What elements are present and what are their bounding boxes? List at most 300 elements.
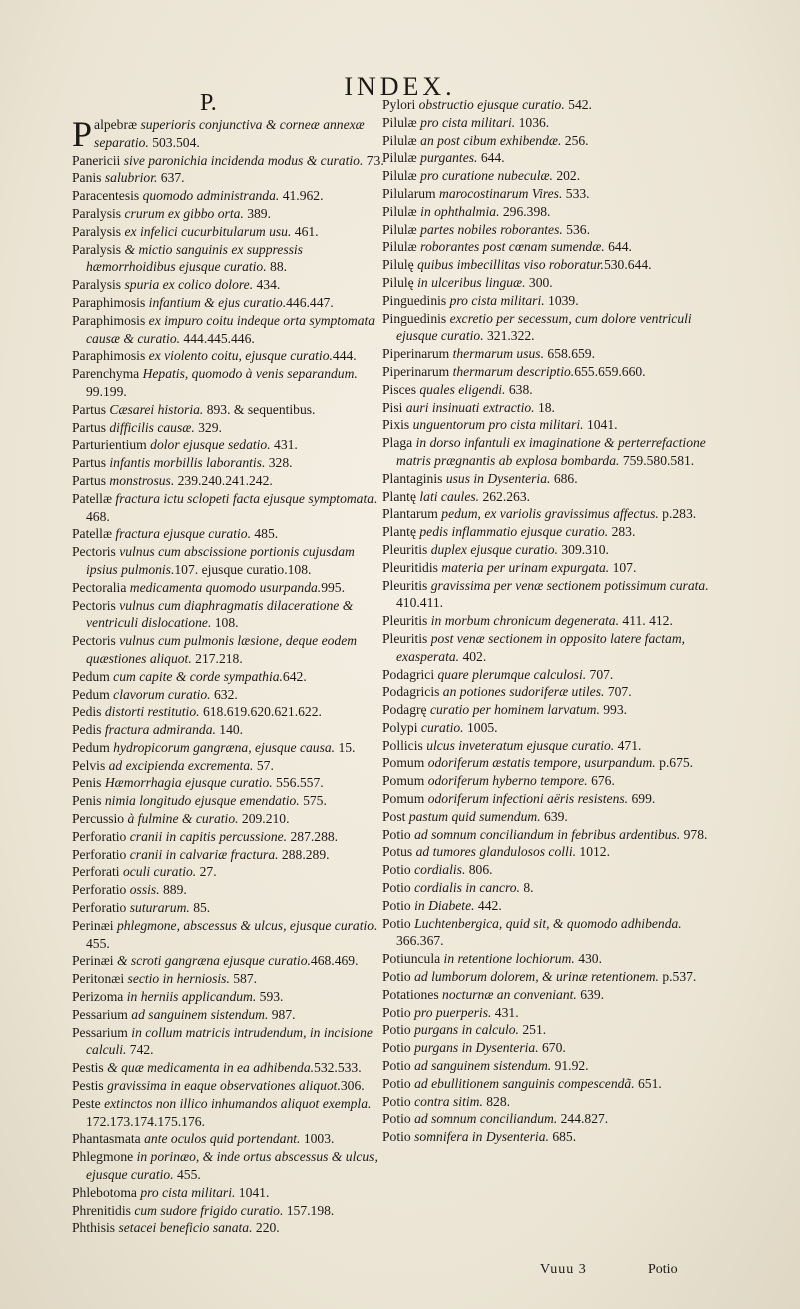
entry-page-refs: 300. <box>525 274 553 290</box>
index-entry <box>72 294 384 312</box>
entry-page-refs: 806. <box>465 862 493 878</box>
entry-page-refs: 468.469. <box>310 953 359 969</box>
index-entry <box>72 988 384 1006</box>
index-entry <box>382 826 717 844</box>
entry-page-refs: 828. <box>482 1093 511 1109</box>
index-entry <box>382 185 717 203</box>
entry-headword: Pilulæ <box>382 239 417 255</box>
entry-description: fractura admiranda. <box>101 722 216 738</box>
entry-headword: Pedis <box>72 704 102 720</box>
entry-page-refs: 251. <box>518 1022 547 1038</box>
entry-description: quomodo administranda. <box>139 188 280 204</box>
entry-page-refs: 658.659. <box>544 346 595 362</box>
entry-page-refs: 283. <box>608 524 636 540</box>
index-entry <box>72 401 384 419</box>
entry-description: suturarum. <box>126 900 190 916</box>
entry-description: pro curatione nubeculæ. <box>416 168 553 184</box>
entry-description: marocostinarum Vires. <box>435 185 563 201</box>
index-entry <box>382 114 717 132</box>
entry-description: clavorum curatio. <box>109 686 211 702</box>
entry-page-refs: 220. <box>252 1220 280 1236</box>
entry-headword: Pylori <box>382 97 416 112</box>
entry-description: cordialis. <box>410 862 466 878</box>
entry-description: in ophthalmia. <box>416 203 500 219</box>
index-entry <box>72 169 384 187</box>
entry-headword: Partus <box>72 472 106 488</box>
index-entry <box>382 488 717 506</box>
entry-description: purgans in Dysenteria. <box>410 1040 539 1056</box>
index-entry <box>72 739 384 757</box>
entry-description: materia per urinam expurgata. <box>437 559 610 575</box>
entry-headword: Potio <box>382 1040 411 1056</box>
entry-description: contra sitim. <box>410 1093 483 1109</box>
entry-page-refs: 699. <box>628 791 656 807</box>
entry-headword: Plantaginis <box>382 470 443 486</box>
entry-description: quare plerumque calculosi. <box>434 666 587 682</box>
entry-page-refs: 107. <box>609 559 637 575</box>
entry-headword: Pleuritis <box>382 577 428 593</box>
entry-headword: Partus <box>72 419 106 435</box>
entry-description: dolor ejusque sedatio. <box>146 437 271 453</box>
entry-headword: Paralysis <box>72 205 122 221</box>
index-entry <box>72 1077 384 1095</box>
entry-headword: Pessarium <box>72 1006 128 1022</box>
entry-page-refs: 209.210. <box>238 811 290 827</box>
entry-headword: Phlegmone <box>72 1149 134 1165</box>
index-entry <box>382 310 717 346</box>
index-entry <box>72 686 384 704</box>
index-entry <box>72 917 384 953</box>
entry-headword: Paracentesis <box>72 188 140 204</box>
entry-description: roborantes post cœnam sumendæ. <box>416 239 605 255</box>
entry-page-refs: 244.827. <box>557 1111 609 1127</box>
entry-page-refs: 532.533. <box>314 1060 362 1076</box>
entry-page-refs: 430. <box>574 951 602 967</box>
entry-headword: Potus <box>382 844 413 860</box>
entry-headword: Paralysis <box>72 241 122 257</box>
entry-description: an post cibum exhibendæ. <box>416 132 562 148</box>
index-entry <box>382 1128 717 1146</box>
index-entry <box>382 149 717 167</box>
entry-page-refs: 88. <box>266 259 288 275</box>
entry-description: vulnus cum pulmonis læsione, deque eodem quæstiones aliquot. <box>86 633 358 666</box>
entry-description: in herniis applicandum. <box>123 989 257 1005</box>
entry-description: ossis. <box>126 882 160 898</box>
entry-headword: Pessarium <box>72 1024 128 1040</box>
running-title: INDEX. <box>344 72 456 101</box>
entry-page-refs: 1041. <box>235 1184 270 1200</box>
entry-page-refs: 593. <box>256 989 284 1005</box>
entry-headword: Plaga <box>382 435 413 451</box>
entry-description: post venæ sectionem in opposito latere factam, exasperata. <box>396 630 686 664</box>
index-entry <box>72 899 384 917</box>
entry-page-refs: 41.962. <box>279 188 324 204</box>
entry-page-refs: 889. <box>159 882 187 898</box>
entry-page-refs: 296.398. <box>499 203 551 219</box>
entry-headword: Perforatio <box>72 828 127 844</box>
entry-page-refs: 107. ejusque curatio.108. <box>174 561 312 577</box>
entry-headword: Patellæ <box>72 490 113 506</box>
entry-headword: Perforatio <box>72 846 127 862</box>
entry-page-refs: 742. <box>126 1042 154 1058</box>
entry-description: & quæ medicamenta in ea adhibenda. <box>103 1060 315 1076</box>
entry-description: gravissima in eaque observationes aliquot. <box>103 1078 341 1094</box>
entry-headword: Podagrici <box>382 666 435 682</box>
index-entry <box>72 419 384 437</box>
index-entry <box>72 187 384 205</box>
entry-page-refs: 402. <box>459 648 487 664</box>
entry-headword: Potationes <box>382 986 439 1002</box>
entry-description: distorti restitutio. <box>101 704 200 720</box>
index-entry <box>382 345 717 363</box>
entry-description: gravissima per venæ sectionem potissimum curata. <box>427 577 709 593</box>
entry-headword: Pestis <box>72 1060 104 1076</box>
entry-description: odoriferum æstatis tempore, usurpandum. <box>424 755 656 771</box>
entry-description: Hepatis, quomodo à venis separandum. <box>139 366 358 382</box>
entry-headword: Pestis <box>72 1078 104 1094</box>
index-entry <box>72 436 384 454</box>
index-entry <box>382 577 717 613</box>
entry-description: pastum quid sumendum. <box>405 808 541 824</box>
entry-description: à fulmine & curatio. <box>124 811 239 827</box>
entry-page-refs: 1012. <box>576 844 610 860</box>
index-entry <box>382 434 717 470</box>
entry-headword: Potio <box>382 897 411 913</box>
entry-description: thermarum usus. <box>449 346 544 362</box>
entry-description: hydropicorum gangræna, ejusque causa. <box>109 739 336 755</box>
entry-description: cranii in capitis percussione. <box>126 828 288 844</box>
entry-headword: Pollicis <box>382 737 423 753</box>
entry-page-refs: 442. <box>474 897 502 913</box>
index-entry <box>382 416 717 434</box>
entry-headword: Paraphimosis <box>72 348 146 364</box>
index-entry <box>382 968 717 986</box>
entry-headword: Piperinarum <box>382 363 450 379</box>
entry-headword: Pedum <box>72 686 110 702</box>
section-letter: P. <box>200 90 217 116</box>
index-entry <box>72 632 384 668</box>
entry-page-refs: 1041. <box>583 417 618 433</box>
index-entry <box>72 312 384 348</box>
entry-headword: Perforatio <box>72 900 127 916</box>
entry-description: monstrosus. <box>105 472 175 488</box>
entry-page-refs: 288.289. <box>278 846 330 862</box>
entry-page-refs: 18. <box>534 399 555 415</box>
entry-headword: Potio <box>382 1075 411 1091</box>
index-entry <box>382 879 717 897</box>
index-entry <box>382 843 717 861</box>
entry-headword: Potio <box>382 1111 411 1127</box>
entry-description: excretio per secessum, cum dolore ventriculi ejusque curatio. <box>396 310 692 344</box>
index-entry <box>382 1075 717 1093</box>
entry-headword: Potio <box>382 1093 411 1109</box>
entry-headword: Pleuritidis <box>382 559 438 575</box>
entry-headword: Plantarum <box>382 506 438 522</box>
entry-page-refs: 410.411. <box>396 595 444 611</box>
entry-headword: Peritonæi <box>72 971 125 987</box>
entry-headword: Potio <box>382 862 411 878</box>
entry-page-refs: 978. <box>680 826 708 842</box>
index-entry <box>72 952 384 970</box>
index-entry <box>382 683 717 701</box>
entry-headword: Parturientium <box>72 437 147 453</box>
entry-headword: Potio <box>382 969 411 985</box>
entry-headword: Pilulæ <box>382 203 417 219</box>
entry-description: pedum, ex variolis gravissimus affectus. <box>437 506 659 522</box>
index-entry <box>72 116 384 152</box>
entry-description: curatio. <box>417 719 464 735</box>
entry-description: pro cista militari. <box>446 292 545 308</box>
entry-page-refs: 655.659.660. <box>574 363 646 379</box>
entry-description: curatio per hominem larvatum. <box>426 702 600 718</box>
index-entry <box>72 703 384 721</box>
entry-page-refs: 530.644. <box>603 257 652 273</box>
entry-page-refs: 202. <box>552 168 581 184</box>
entry-page-refs: 707. <box>586 666 614 682</box>
right-column <box>382 96 717 1146</box>
index-entry <box>72 668 384 686</box>
entry-headword: Pedum <box>72 668 110 684</box>
entry-page-refs: 140. <box>215 722 244 738</box>
entry-headword: Pilulę <box>382 274 414 290</box>
index-entry <box>382 274 717 292</box>
entry-description: setacei beneficio sanata. <box>115 1220 253 1236</box>
entry-page-refs: 670. <box>538 1040 566 1056</box>
entry-description: in dorso infantuli ex imaginatione & perterrefactione matris prægnantis ab explosa bombarda. <box>396 435 706 468</box>
entry-headword: Potio <box>382 826 411 842</box>
entry-description: ad sanguinem sistendum. <box>127 1006 269 1022</box>
entry-headword: Pilulæ <box>382 168 417 184</box>
entry-page-refs: 639. <box>540 808 568 824</box>
entry-page-refs: 455. <box>173 1167 201 1183</box>
entry-description: infantium & ejus curatio. <box>145 294 287 310</box>
entry-page-refs: 1003. <box>300 1131 335 1147</box>
entry-page-refs: 157.198. <box>283 1202 335 1218</box>
index-entry <box>382 363 717 381</box>
entry-page-refs: 676. <box>587 773 615 789</box>
index-entry <box>382 808 717 826</box>
entry-description: ad somnum conciliandum in febribus ardentibus. <box>410 826 681 842</box>
entry-headword: Peste <box>72 1095 101 1111</box>
entry-description: nimia longitudo ejusque emendatio. <box>101 793 300 809</box>
entry-headword: Partus <box>72 455 106 471</box>
entry-description: in Diabete. <box>410 897 475 913</box>
index-entry <box>382 96 717 114</box>
entry-headword: Perforati <box>72 864 120 880</box>
entry-page-refs: 306. <box>340 1078 365 1094</box>
index-entry <box>72 1202 384 1220</box>
entry-description: fractura ictu sclopeti facta ejusque symptomata. <box>112 490 378 506</box>
entry-page-refs: 27. <box>196 864 217 880</box>
entry-headword: Pedum <box>72 739 110 755</box>
entry-page-refs: 446.447. <box>286 294 334 310</box>
entry-headword: Pleuritis <box>382 541 428 557</box>
index-entry <box>72 1059 384 1077</box>
entry-page-refs: 587. <box>229 971 258 987</box>
entry-page-refs: 1036. <box>515 114 550 130</box>
entry-description: ad lumborum dolorem, & urinæ retentionem. <box>410 969 659 985</box>
index-entry <box>382 470 717 488</box>
entry-headword: Pleuritis <box>382 613 428 629</box>
entry-page-refs: p.537. <box>658 969 697 985</box>
index-entry <box>72 152 384 170</box>
entry-description: pro cista militari. <box>136 1184 236 1200</box>
entry-description: in porinæo, & inde ortus abscessus & ulcus, ejusque curatio. <box>86 1149 378 1183</box>
entry-page-refs: 556.557. <box>272 775 324 791</box>
entry-page-refs: 893. & sequentibus. <box>203 401 316 417</box>
index-entry <box>382 167 717 185</box>
entry-page-refs: 57. <box>253 757 274 773</box>
index-entry <box>72 543 384 579</box>
entry-page-refs: 15. <box>335 739 356 755</box>
index-entry <box>382 1057 717 1075</box>
entry-headword: Pilulę <box>382 257 414 273</box>
index-entry <box>72 828 384 846</box>
entry-headword: Percussio <box>72 811 125 827</box>
index-entry <box>72 1006 384 1024</box>
entry-headword: alpebræ <box>94 117 138 132</box>
entry-description: quales eligendi. <box>415 381 506 397</box>
entry-description: cordialis in cancro. <box>410 880 520 896</box>
entry-headword: Pixis <box>382 417 410 433</box>
index-entry <box>72 241 384 277</box>
drop-cap: P <box>72 116 93 152</box>
entry-headword: Phantasmata <box>72 1131 141 1147</box>
entry-description: pro cista militari. <box>416 114 516 130</box>
entry-headword: Potio <box>382 1022 411 1038</box>
index-entry <box>72 1184 384 1202</box>
entry-description: ad excipienda excrementa. <box>105 757 254 773</box>
index-entry <box>382 772 717 790</box>
entry-page-refs: 366.367. <box>396 933 444 949</box>
entry-headword: Perinæi <box>72 917 114 933</box>
entry-description: crurum ex gibbo orta. <box>121 205 244 221</box>
index-entry <box>72 757 384 775</box>
entry-headword: Phthisis <box>72 1220 116 1236</box>
entry-headword: Phlebotoma <box>72 1184 137 1200</box>
entry-headword: Paraphimosis <box>72 294 146 310</box>
entry-page-refs: 262.263. <box>479 488 531 504</box>
index-entry <box>382 238 717 256</box>
index-entry <box>382 523 717 541</box>
index-entry <box>382 754 717 772</box>
entry-headword: Partus <box>72 401 106 417</box>
entry-description: ad tumores glandulosos colli. <box>412 844 576 860</box>
entry-page-refs: p.675. <box>655 755 694 771</box>
entry-page-refs: 503.504. <box>148 134 200 150</box>
index-entry <box>72 1024 384 1060</box>
entry-page-refs: 239.240.241.242. <box>174 472 273 488</box>
entry-description: ad sanguinem sistendum. <box>410 1058 552 1074</box>
entry-description: sectio in herniosis. <box>124 971 230 987</box>
index-entry <box>72 1148 384 1184</box>
entry-page-refs: 431. <box>491 1004 519 1020</box>
index-entry <box>72 810 384 828</box>
entry-description: nocturnæ an conveniant. <box>438 986 577 1002</box>
entry-page-refs: 329. <box>194 419 222 435</box>
index-entry <box>382 915 717 951</box>
entry-headword: Potio <box>382 880 411 896</box>
entry-headword: Perforatio <box>72 882 127 898</box>
entry-page-refs: 8. <box>519 880 534 896</box>
index-entry <box>382 630 717 666</box>
entry-description: ex impuro coitu indeque orta symptomata causæ & curatio. <box>86 312 376 346</box>
entry-description: pedis inflammatio ejusque curatio. <box>415 524 609 540</box>
entry-page-refs: 217.218. <box>191 650 243 666</box>
entry-page-refs: 485. <box>250 526 279 542</box>
index-entry <box>72 223 384 241</box>
index-entry <box>72 774 384 792</box>
entry-headword: Pilulæ <box>382 114 417 130</box>
index-entry <box>72 597 384 633</box>
entry-headword: Post <box>382 808 406 824</box>
entry-page-refs: 108. <box>211 615 239 631</box>
entry-page-refs: 73. <box>363 152 384 168</box>
entry-headword: Pilularum <box>382 185 436 201</box>
entry-headword: Paraphimosis <box>72 312 146 328</box>
entry-description: ex infelici cucurbitularum usu. <box>121 223 292 239</box>
entry-headword: Piperinarum <box>382 346 450 362</box>
entry-description: lati caules. <box>415 488 480 504</box>
entry-page-refs: 172.173.174.175.176. <box>86 1113 205 1129</box>
entry-description: & mictio sanguinis ex suppressis hæmorrhoidibus ejusque curatio. <box>86 241 303 275</box>
entry-headword: Pectoris <box>72 597 116 613</box>
entry-headword: Potio <box>382 915 411 931</box>
entry-page-refs: 637. <box>157 170 185 186</box>
index-entry <box>72 863 384 881</box>
entry-headword: Penis <box>72 793 102 809</box>
index-entry <box>72 1095 384 1131</box>
entry-description: somnifera in Dysenteria. <box>410 1129 549 1145</box>
index-entry <box>72 454 384 472</box>
index-entry <box>382 399 717 417</box>
index-entry <box>72 276 384 294</box>
entry-description: duplex ejusque curatio. <box>427 541 558 557</box>
index-entry <box>382 541 717 559</box>
index-entry <box>382 132 717 150</box>
entry-headword: Pilulæ <box>382 150 417 166</box>
entry-headword: Panis <box>72 170 102 186</box>
entry-headword: Pelvis <box>72 757 106 773</box>
catchword: Potio <box>648 1262 678 1277</box>
entry-page-refs: 321.322. <box>483 328 535 344</box>
entry-headword: Parenchyma <box>72 366 140 382</box>
index-entry <box>72 525 384 543</box>
entry-description: usus in Dysenteria. <box>442 470 551 486</box>
entry-description: extinctos non illico inhumandos aliquot exempla. <box>100 1095 372 1111</box>
entry-headword: Potio <box>382 1058 411 1074</box>
entry-page-refs: 328. <box>265 455 293 471</box>
entry-page-refs: 389. <box>243 205 271 221</box>
entry-description: purgantes. <box>416 150 478 166</box>
entry-page-refs: 434. <box>253 277 281 293</box>
entry-description: unguentorum pro cista militari. <box>409 417 584 433</box>
entry-description: an potiones sudoriferæ utiles. <box>439 684 605 700</box>
index-entry <box>72 792 384 810</box>
index-entry <box>382 950 717 968</box>
entry-headword: Penis <box>72 775 102 791</box>
entry-headword: Pectoris <box>72 544 116 560</box>
entry-description: fractura ejusque curatio. <box>112 526 251 542</box>
index-entry <box>382 203 717 221</box>
index-entry <box>382 861 717 879</box>
entry-page-refs: 309.310. <box>557 541 609 557</box>
entry-description: cum sudore frigido curatio. <box>130 1202 284 1218</box>
entry-headword: Pectoris <box>72 633 116 649</box>
entry-headword: Podagrę <box>382 702 427 718</box>
entry-page-refs: 632. <box>210 686 238 702</box>
entry-page-refs: 536. <box>562 221 590 237</box>
